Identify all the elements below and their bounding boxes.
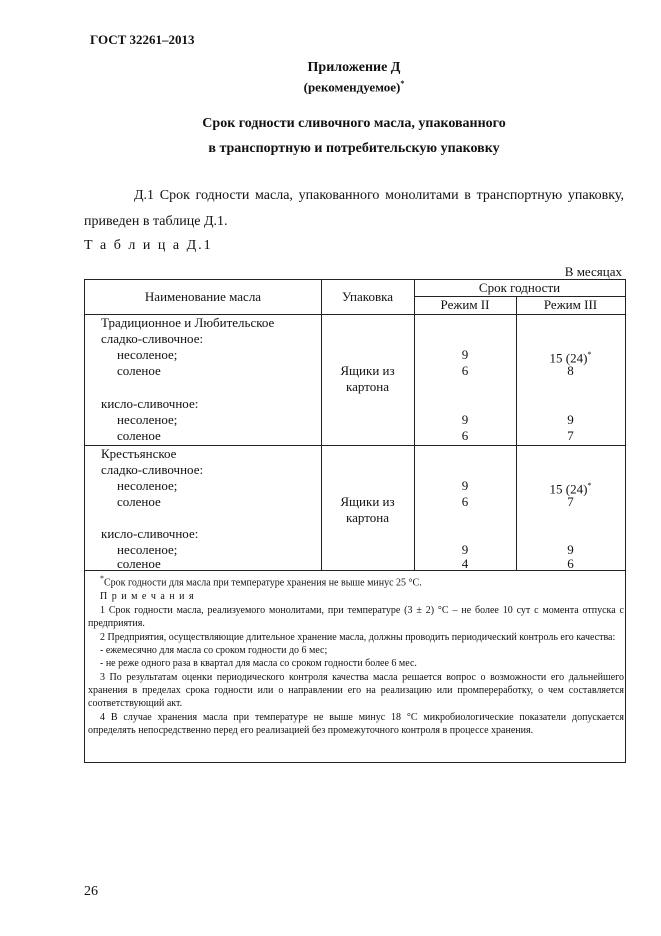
footnote	[100, 572, 624, 589]
header-packaging: Упаковка	[342, 289, 393, 304]
note-1: 1 Срок годности масла, реализуемого монолитами, при температуре (3 ± 2) °С – не более 10 сут с момента отпуска с предприятия.	[88, 605, 624, 630]
group2-sour-label: кисло-сливочное:	[101, 526, 199, 541]
intro-paragraph: Д.1 Срок годности масла, упакованного монолитами в транспортную упаковку, приведен в таблице Д.1.	[84, 188, 624, 229]
appendix-status-mark: *	[400, 79, 405, 88]
header-name: Наименование масла	[144, 289, 262, 304]
group1-packaging-line2: картона	[346, 379, 389, 394]
group2-name: Крестьянское	[101, 446, 177, 461]
group2-sour-unsalted-label: несоленое;	[117, 542, 178, 557]
standard-code: ГОСТ 32261–2013	[90, 32, 195, 47]
divider-body-notes	[85, 570, 625, 571]
group1-sour-salted-m2: 6	[461, 428, 469, 443]
table-notes	[88, 572, 624, 737]
appendix-title: Приложение Д	[307, 60, 401, 75]
group1-sweet-unsalted-m3-value: 15 (24)	[549, 350, 588, 366]
note-4: 4 В случае хранения масла при температуре не выше минус 18 °С микробиологические показатели допускается определять непосредственно перед его реализацией без промежуточного контроля в процессе хранения.	[88, 712, 624, 737]
group2-sour-unsalted-m2: 9	[461, 542, 469, 557]
group2-sour-unsalted-m3: 9	[567, 542, 574, 557]
notes-heading: П р и м е ч а н и я	[100, 591, 195, 603]
group1-packaging-line1: Ящики из	[340, 363, 395, 378]
group1-sweet-salted-m3: 8	[567, 363, 574, 378]
note-2b: - не реже одного раза в квартал для масла со сроком годности более 6 мес.	[100, 658, 417, 670]
header-mode3: Режим III	[543, 297, 598, 312]
group2-sweet-unsalted-m2: 9	[461, 478, 469, 493]
group1-sour-label: кисло-сливочное:	[101, 396, 199, 411]
page-number: 26	[84, 884, 98, 899]
group2-packaging-line1: Ящики из	[340, 494, 395, 509]
group2-sweet-salted-m3: 7	[567, 494, 574, 509]
group1-sweet-salted-m2: 6	[461, 363, 469, 378]
group1-sour-unsalted-label: несоленое;	[117, 412, 178, 427]
group2-packaging-line2: картона	[346, 510, 389, 525]
appendix-heading-line1: Срок годности сливочного масла, упакованного	[202, 116, 506, 131]
group1-sweet-unsalted-label: несоленое;	[117, 347, 178, 362]
note-3: 3 По результатам оценки периодического контроля качества масла решается вопрос о возможности его дальнейшего хранения в пределах срока годности или о направлении его на реализацию или промпереработку, о чем составляется соответствующий акт.	[88, 672, 624, 710]
group1-sweet-unsalted-m3-mark: *	[587, 350, 592, 359]
group1-sweet-unsalted-m2: 9	[461, 347, 469, 362]
group1-sour-unsalted-m3: 9	[567, 412, 574, 427]
group2-sour-salted-label: соленое	[117, 556, 161, 571]
header-shelf-life: Срок годности	[478, 280, 561, 295]
group1-name: Традиционное и Любительское	[101, 315, 275, 330]
group1-sour-salted-label: соленое	[117, 428, 161, 443]
group2-sweet-label: сладко-сливочное:	[101, 462, 204, 477]
note-2a: - ежемесячно для масла со сроком годности до 6 мес;	[100, 645, 328, 657]
group2-sweet-salted-label: соленое	[117, 494, 161, 509]
footnote-text: Срок годности для масла при температуре хранения не выше минус 25 °С.	[104, 577, 422, 589]
note-2: 2 Предприятия, осуществляющие длительное хранение масла, должны проводить периодический контроль его качества:	[100, 632, 616, 644]
group2-sweet-unsalted-label: несоленое;	[117, 478, 178, 493]
appendix-heading-line2: в транспортную и потребительскую упаковку	[208, 141, 500, 156]
group1-sweet-label: сладко-сливочное:	[101, 331, 204, 346]
divider-name-packaging	[321, 280, 322, 570]
group2-sour-salted-m2: 4	[461, 556, 469, 571]
group1-sour-unsalted-m2: 9	[461, 412, 469, 427]
table-label: Т а б л и ц а Д.1	[84, 238, 213, 253]
header-mode2: Режим II	[440, 297, 490, 312]
group1-sweet-salted-label: соленое	[117, 363, 161, 378]
group2-sweet-unsalted-m3-value: 15 (24)	[549, 481, 588, 497]
group2-sweet-unsalted-m3-mark: *	[587, 481, 592, 490]
table-units: В месяцах	[564, 264, 622, 279]
appendix-status	[0, 79, 661, 95]
group2-sweet-salted-m2: 6	[461, 494, 469, 509]
footnote-mark: *	[100, 574, 104, 583]
group2-sour-salted-m3: 6	[567, 556, 574, 571]
group1-sour-salted-m3: 7	[567, 428, 574, 443]
appendix-status-text: (рекомендуемое)	[303, 79, 401, 95]
